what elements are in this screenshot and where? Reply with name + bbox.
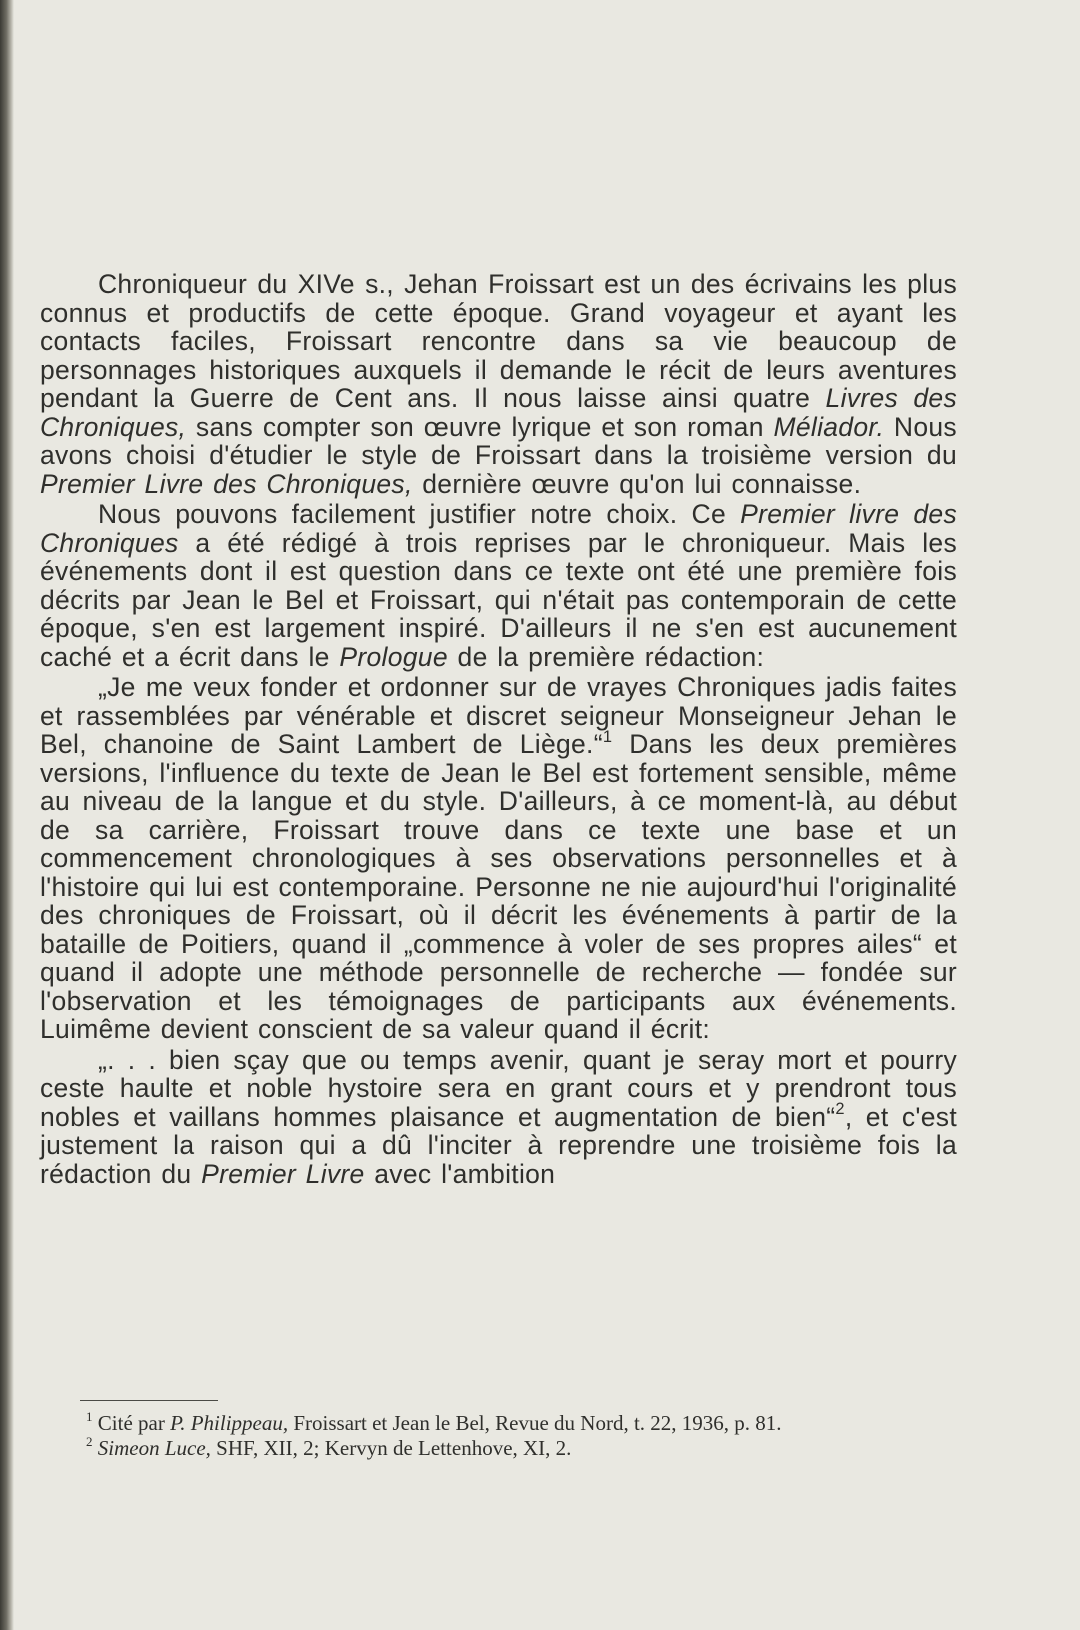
text-run: , et c'est justement la raison qui a dû l'inciter à reprendre une troisième fois la rédaction du [40, 1101, 957, 1189]
footnote-list [40, 1408, 957, 1461]
paragraph [40, 1046, 957, 1189]
text-run: a été rédigé à trois reprises par le chroniqueur. Mais les événements dont il est question dans ce texte ont été une première fois décrits par Jean le Bel et Froissart, qui n'était pas contemporain de cette époque, s'en est largement inspiré. D'ailleurs il ne s'en est aucunement caché et a écrit dans le [40, 527, 957, 672]
text-run: „. . . bien sçay que ou temps avenir, quant je seray mort et pourry ceste haulte et noble hystoire sera en grant cours et y prendront tous nobles et vaillans hommes plaisance et augmentation de bien“ [40, 1044, 957, 1132]
footnote [40, 1408, 957, 1436]
footnote-marker: 2 [835, 1100, 845, 1119]
italic-title: P. Philippeau, [170, 1411, 289, 1435]
book-spine-shadow [0, 0, 14, 1630]
footnotes [40, 1400, 957, 1461]
italic-title: Prologue [339, 641, 448, 672]
text-run: Froissart et Jean le Bel, Revue du Nord, t. 22, 1936, p. 81. [288, 1411, 782, 1435]
text-run: SHF, XII, 2; Kervyn de Lettenhove, XI, 2. [210, 1436, 572, 1460]
footnote [40, 1433, 957, 1461]
italic-title: Méliador. [773, 411, 885, 442]
text-run: Nous avons choisi d'étudier le style de Froissart dans la troisième version du [40, 411, 957, 470]
main-text [40, 270, 957, 1188]
page-body [40, 270, 957, 1188]
italic-title: Simeon Luce, [97, 1436, 211, 1460]
text-run: Cité par [92, 1411, 171, 1435]
italic-title: Livres des Chroniques, [40, 383, 957, 442]
italic-title: Premier livre des Chroniques [40, 499, 957, 558]
paragraph [40, 500, 957, 671]
text-run: de la première rédaction: [447, 641, 765, 672]
footnote-rule [80, 1400, 218, 1401]
text-run: Nous pouvons facilement justifier notre choix. Ce [98, 499, 741, 529]
italic-title: Premier Livre des Chroniques, [40, 468, 413, 499]
italic-title: Premier Livre [201, 1158, 365, 1189]
text-run: avec l'ambition [364, 1158, 556, 1189]
text-run: Dans les deux premières versions, l'influence du texte de Jean le Bel est fortement sensible, même au niveau de la langue et du style. D'ailleurs, à ce moment-là, au début de sa carrière, Froissart trouve dans ce texte une base et un commencement chronologiques à ses observations personnelles et à l'histoire qui lui est contemporaine. Personne ne nie aujourd'hui l'originalité des chroniques de Froissart, où il décrit les événements à partir de la bataille de Poitiers, quand il „commence à voler de ses propres ailes“ et quand il adopte une méthode personnelle de recherche — fondée sur l'observation et les témoignages de participants aux événements. Luimême devient conscient de sa valeur quand il écrit: [40, 729, 957, 1044]
footnote-marker: 1 [602, 727, 613, 746]
paragraph [40, 270, 957, 498]
footnote-marker: 1 [86, 1408, 93, 1424]
text-run: dernière œuvre qu'on lui connaisse. [412, 468, 862, 499]
text-run: sans compter son œuvre lyrique et son roman [186, 411, 774, 442]
footnote-marker: 2 [86, 1433, 93, 1449]
text-run: „Je me veux fonder et ordonner sur de vrayes Chroniques jadis faites et rassemblées par vénérable et discret seigneur Monseigneur Jehan le Bel, chanoine de Saint Lambert de Liège.“ [40, 672, 957, 759]
paragraph [40, 673, 957, 1044]
text-run: Chroniqueur du XIVe s., Jehan Froissart est un des écrivains les plus connus et productifs de cette époque. Grand voyageur et ayant les contacts faciles, Froissart rencontre dans sa vie beaucoup de personnages historiques auxquels il demande le récit de leurs aventures pendant la Guerre de Cent ans. Il nous laisse ainsi quatre [40, 269, 957, 413]
